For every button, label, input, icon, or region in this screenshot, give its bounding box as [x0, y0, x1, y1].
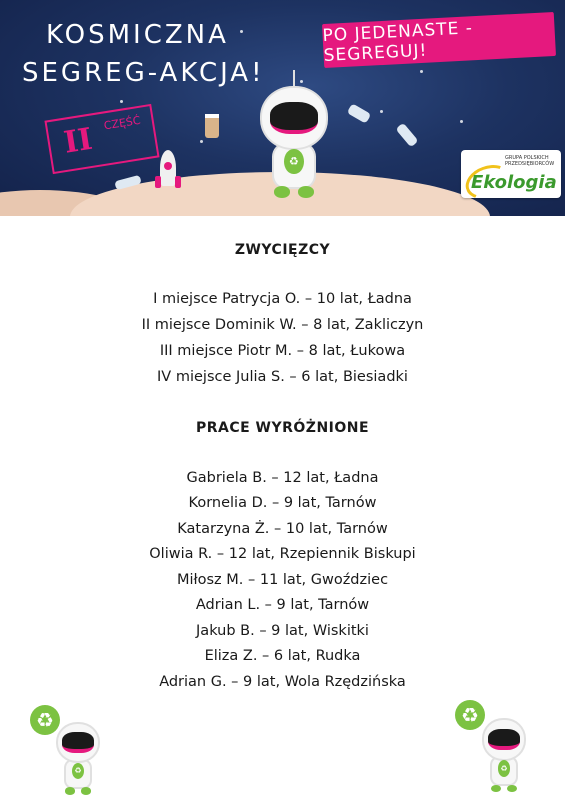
honorable-heading: PRACE WYRÓŻNIONE [195, 420, 370, 436]
honorable-line: Kornelia D. – 9 lat, Tarnów [188, 495, 377, 511]
header-banner [0, 0, 565, 216]
banner-title-line2: SEGREG-AKCJA! [22, 58, 265, 88]
foot [274, 186, 290, 197]
antenna [293, 70, 296, 86]
mascot-feet [491, 785, 517, 793]
star [120, 100, 123, 103]
bottle-icon [395, 123, 418, 148]
mascot-feet [274, 186, 315, 197]
honorable-line: Gabriela B. – 12 lat, Ładna [186, 470, 379, 486]
mascot-visor [270, 102, 319, 134]
mascot-feet [65, 787, 91, 794]
honorable-line: Oliwia R. – 12 lat, Rzepiennik Biskupi [149, 546, 416, 562]
star [300, 80, 303, 83]
winner-line: III miejsce Piotr M. – 8 lat, Łukowa [159, 343, 406, 359]
ekologia-logo [461, 150, 561, 198]
foot [298, 186, 314, 197]
recycle-icon: ♻ [498, 760, 510, 777]
astronaut-mascot-left [56, 722, 100, 796]
foot [81, 787, 92, 794]
astronaut-mascot [260, 86, 328, 200]
recycle-icon: ♻ [30, 705, 60, 735]
coffee-cup-icon [205, 114, 219, 138]
astronaut-mascot-right [482, 718, 526, 794]
mascot-visor [62, 732, 94, 753]
winner-line: II miejsce Dominik W. – 8 lat, Zakliczyn [141, 317, 424, 333]
honorable-line: Adrian G. – 9 lat, Wola Rzędzińska [159, 674, 406, 690]
recycle-icon: ♻ [455, 700, 485, 730]
logo-word: Ekologia [471, 172, 557, 193]
part-number: II [61, 121, 95, 161]
winner-line: IV miejsce Julia S. – 6 lat, Biesiadki [157, 369, 408, 385]
winners-heading: ZWYCIĘZCY [234, 242, 331, 258]
star [460, 120, 463, 123]
recycle-icon: ♻ [72, 763, 84, 779]
star [240, 30, 243, 33]
star [380, 110, 383, 113]
mascot-visor [488, 729, 520, 750]
bottle-icon [347, 103, 372, 124]
winner-line: I miejsce Patrycja O. – 10 lat, Ładna [153, 291, 412, 307]
foot [65, 787, 76, 794]
honorable-line: Katarzyna Ż. – 10 lat, Tarnów [177, 521, 388, 537]
part-label: CZĘŚĆ [102, 113, 142, 133]
honorable-line: Eliza Z. – 6 lat, Rudka [204, 648, 361, 664]
honorable-line: Miłosz M. – 11 lat, Gwoździec [176, 572, 389, 588]
star [420, 70, 423, 73]
logo-small-text: GRUPA POLSKICH PRZEDSIĘBIORCÓW [505, 155, 555, 167]
banner-tagline: PO JEDENASTE - SEGREGUJ! [322, 12, 556, 68]
part-badge [44, 104, 159, 174]
star [200, 140, 203, 143]
honorable-line: Jakub B. – 9 lat, Wiskitki [196, 623, 369, 639]
honorable-line: Adrian L. – 9 lat, Tarnów [195, 597, 370, 613]
foot [507, 785, 518, 793]
banner-title-line1: KOSMICZNA [46, 20, 229, 50]
foot [491, 785, 502, 793]
rocket-icon [155, 150, 181, 196]
recycle-icon: ♻ [284, 149, 303, 174]
